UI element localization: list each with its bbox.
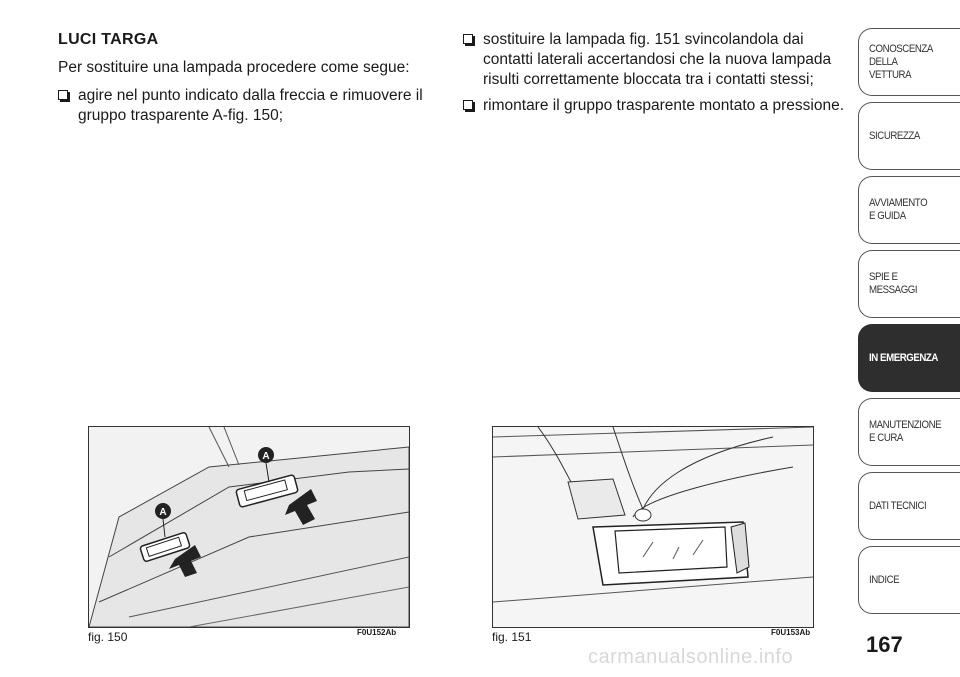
list-item [58,86,428,126]
lamp-replacement-drawing [493,427,813,627]
figure-150-caption: fig. 150 [88,630,128,644]
callout-label-a: A [262,451,270,462]
right-column [463,30,853,122]
checkbox-bullet-icon [463,34,473,44]
list-item-text: agire nel punto indicato dalla freccia e rimuovere il gruppo trasparente A-fig. 150; [78,87,423,124]
list-item-text: sostituire la lampada fig. 151 svincolandola dai contatti laterali accertandosi che la nuova lampada risulti correttamente bloccata tra i contatti stessi; [483,31,832,88]
tab-sicurezza[interactable]: SICUREZZA [858,102,960,170]
page-number: 167 [866,632,903,657]
checkbox-bullet-icon [463,100,473,110]
license-plate-light-drawing [89,427,409,627]
lamp-socket [593,522,749,585]
figure-151-caption: fig. 151 [492,630,532,644]
tab-indice[interactable]: INDICE [858,546,960,614]
tab-avviamento-e-guida[interactable]: AVVIAMENTO E GUIDA [858,176,960,244]
figure-150-illustration [88,426,410,628]
tab-conoscenza-della-vettura[interactable]: CONOSCENZA DELLA VETTURA [858,28,960,96]
tab-in-emergenza[interactable]: IN EMERGENZA [858,324,960,392]
list-item-text: rimontare il gruppo trasparente montato a pressione. [483,97,845,114]
intro-text: Per sostituire una lampada procedere come segue: [58,59,410,76]
section-heading: LUCI TARGA [58,31,159,48]
tab-dati-tecnici[interactable]: DATI TECNICI [858,472,960,540]
list-item [463,30,853,90]
figure-150-code: F0U152Ab [357,628,397,637]
figure-151-code: F0U153Ab [771,628,811,637]
chapter-tabs [858,28,960,620]
tab-spie-e-messaggi[interactable]: SPIE E MESSAGGI [858,250,960,318]
watermark: carmanualsonline.info [588,646,794,668]
figure-151-illustration [492,426,814,628]
callout-label-a: A [159,507,167,518]
checkbox-bullet-icon [58,90,68,100]
list-item [463,96,853,116]
left-column [58,30,428,132]
tab-manutenzione-e-cura[interactable]: MANUTENZIONE E CURA [858,398,960,466]
